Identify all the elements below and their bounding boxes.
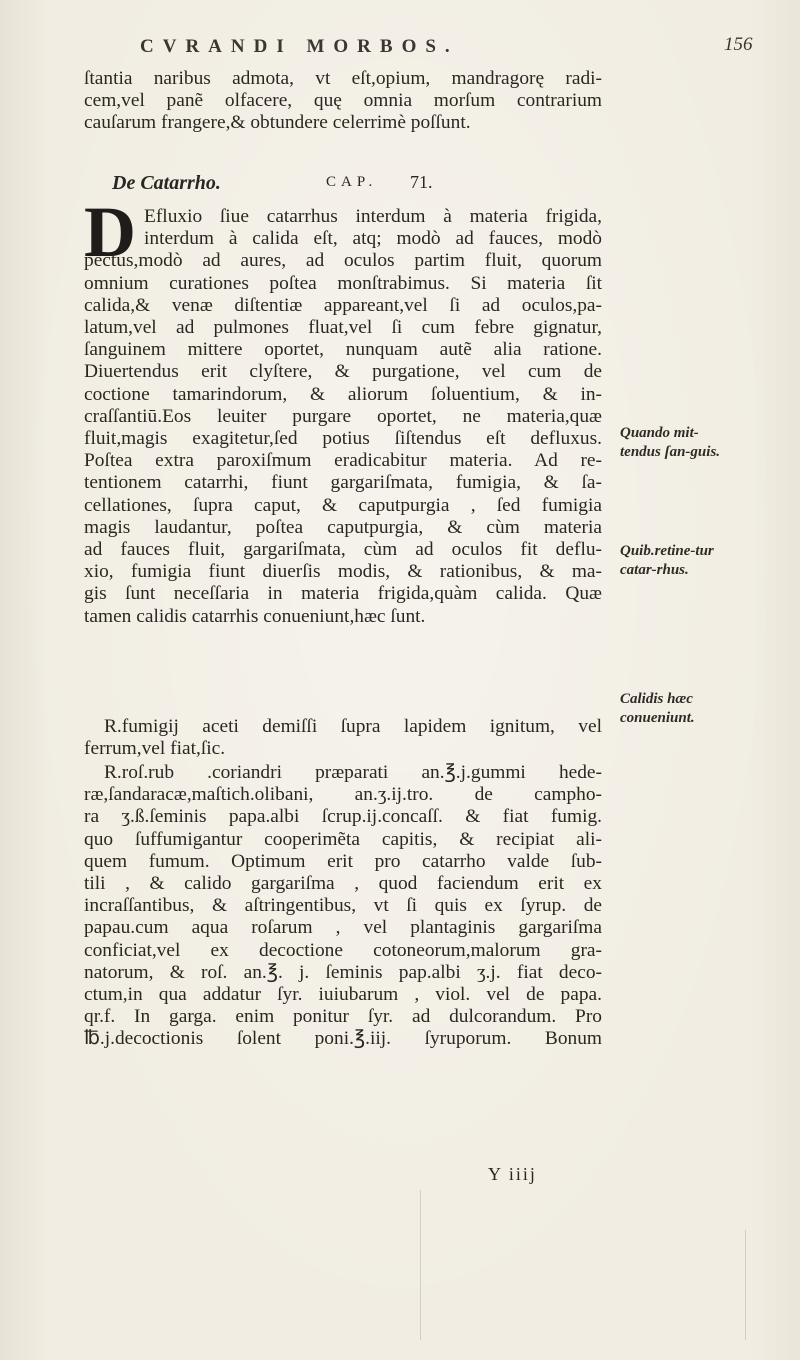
text-line: omnium curationes poſtea monſtrabimus. Si materia ſit bbox=[84, 272, 602, 294]
margin-note-bloodletting: Quando mit-tendus ſan-guis. bbox=[620, 425, 721, 460]
text-line: tili , & calido gargariſma , quod faciendum erit ex bbox=[84, 873, 602, 895]
chapter-number: 71. bbox=[410, 172, 433, 192]
text-line: quem fumum. Optimum erit pro catarrho valde ſub- bbox=[84, 850, 602, 872]
chapter-heading bbox=[112, 172, 612, 195]
text-line: ræ,ſandaracæ,maſtich.olibani, an.ʒ.ij.tro. de campho- bbox=[84, 784, 602, 806]
chapter-label: CAP. bbox=[326, 174, 378, 190]
text-line: ſanguinem mittere oportet, nunquam autẽ alia ratione. bbox=[84, 339, 602, 361]
text-line: Diuertendus erit clyſtere, & purgatione, vel cum de bbox=[84, 361, 602, 383]
text-line: Poſtea extra paroxiſmum eradicabitur materia. Ad re- bbox=[84, 450, 602, 472]
text-line: Efluxio ſiue catarrhus interdum à materia frigida, bbox=[144, 206, 602, 227]
text-line: cellationes, ſupra caput, & caputpurgia , ſed fumigia bbox=[84, 494, 602, 516]
text-line: papau.cum aqua roſarum , vel plantaginis gargariſma bbox=[84, 917, 602, 939]
paper-crease bbox=[745, 1230, 746, 1340]
chapter-title: De Catarrho. bbox=[112, 172, 221, 194]
text-line: ferrum,vel fiat,ſic. bbox=[84, 738, 226, 760]
text-line: magis laudantur, poſtea caputpurgia, & cùm materia bbox=[84, 516, 602, 538]
text-line: conficiat,vel ex decoctione cotoneorum,malorum gra- bbox=[84, 939, 602, 961]
second-recipe-paragraph bbox=[84, 762, 602, 1051]
text-line: ſtantia naribus admota, vt eſt,opium, mandragorę radi- bbox=[84, 68, 602, 89]
text-line: tentionem catarrhi, fiunt gargariſmata, fumigia, & ſa- bbox=[84, 472, 602, 494]
text-line: ad fauces fluit, gargariſmata, cùm ad oculos fit deflu- bbox=[84, 539, 602, 561]
text-line: cauſarum frangere,& obtundere celerrimè poſſunt. bbox=[84, 112, 471, 134]
intro-paragraph bbox=[84, 68, 602, 135]
text-line: pectus,modò ad aures, ad oculos partim fluit, quorum bbox=[84, 250, 602, 272]
text-line: R.fumigij aceti demiſſi ſupra lapidem ignitum, vel bbox=[104, 716, 602, 737]
text-line: fluit,magis exagitetur,ſed potius ſiſtendus eſt defluxus. bbox=[84, 428, 602, 450]
text-line: cem,vel panẽ olfacere, quę omnia morſum contrarium bbox=[84, 90, 602, 112]
text-line: qr.f. In garga. enim ponitur ſyr. ad dulcorandum. Pro bbox=[84, 1006, 602, 1028]
text-line: natorum, & roſ. an.℥. j. ſeminis pap.albi ʒ.j. fiat deco- bbox=[84, 961, 602, 983]
paper-crease bbox=[420, 1190, 421, 1340]
main-paragraph bbox=[84, 206, 602, 628]
text-line: gis ſunt neceſſaria in materia frigida,quàm calida. Quæ bbox=[84, 583, 602, 605]
margin-note-retention: Quib.retine-tur catar-rhus. bbox=[620, 543, 714, 578]
text-line: latum,vel ad pulmones fluat,vel ſi cum febre gignatur, bbox=[84, 317, 602, 339]
text-line: ℔.j.decoctionis ſolent poni.℥.iij. ſyruporum. Bonum bbox=[84, 1028, 602, 1050]
running-head: CVRANDI MORBOS. bbox=[140, 36, 459, 57]
text-line: xio, fumigia fiunt diuerſis modis, & rationibus, & ma- bbox=[84, 561, 602, 583]
text-line: ctum,in qua addatur ſyr. iuiubarum , viol. vel de papa. bbox=[84, 984, 602, 1006]
text-line: ra ʒ.ß.ſeminis papa.albi ſcrup.ij.concaſſ. & fiat fumig. bbox=[84, 806, 602, 828]
text-line: calida,& venæ diſtentiæ appareant,vel ſi ad oculos,pa- bbox=[84, 294, 602, 316]
text-line: coctione tamarindorum, & aliorum ſoluentium, & in- bbox=[84, 383, 602, 405]
page-number: 156 bbox=[724, 34, 753, 55]
text-line: quo ſuffumigantur cooperimẽta capitis, & recipiat ali- bbox=[84, 828, 602, 850]
text-line: R.roſ.rub .coriandri præparati an.℥.j.gummi hede- bbox=[104, 762, 602, 783]
text-line: tamen calidis catarrhis conueniunt,hæc ſunt. bbox=[84, 605, 426, 627]
recipe-paragraph bbox=[84, 716, 602, 760]
text-line: craſſantiū.Eos leuiter purgare oportet, ne materia,quæ bbox=[84, 405, 602, 427]
drop-capital: D bbox=[84, 192, 136, 272]
margin-note-hot-remedies: Calidis hæc conueniunt. bbox=[620, 691, 695, 726]
signature-mark: Y iiij bbox=[488, 1164, 537, 1184]
text-line: interdum à calida eſt, atq; modò ad fauces, modò bbox=[144, 228, 602, 250]
text-line: incraſſantibus, & aſtringentibus, vt ſi quis ex ſyrup. de bbox=[84, 895, 602, 917]
